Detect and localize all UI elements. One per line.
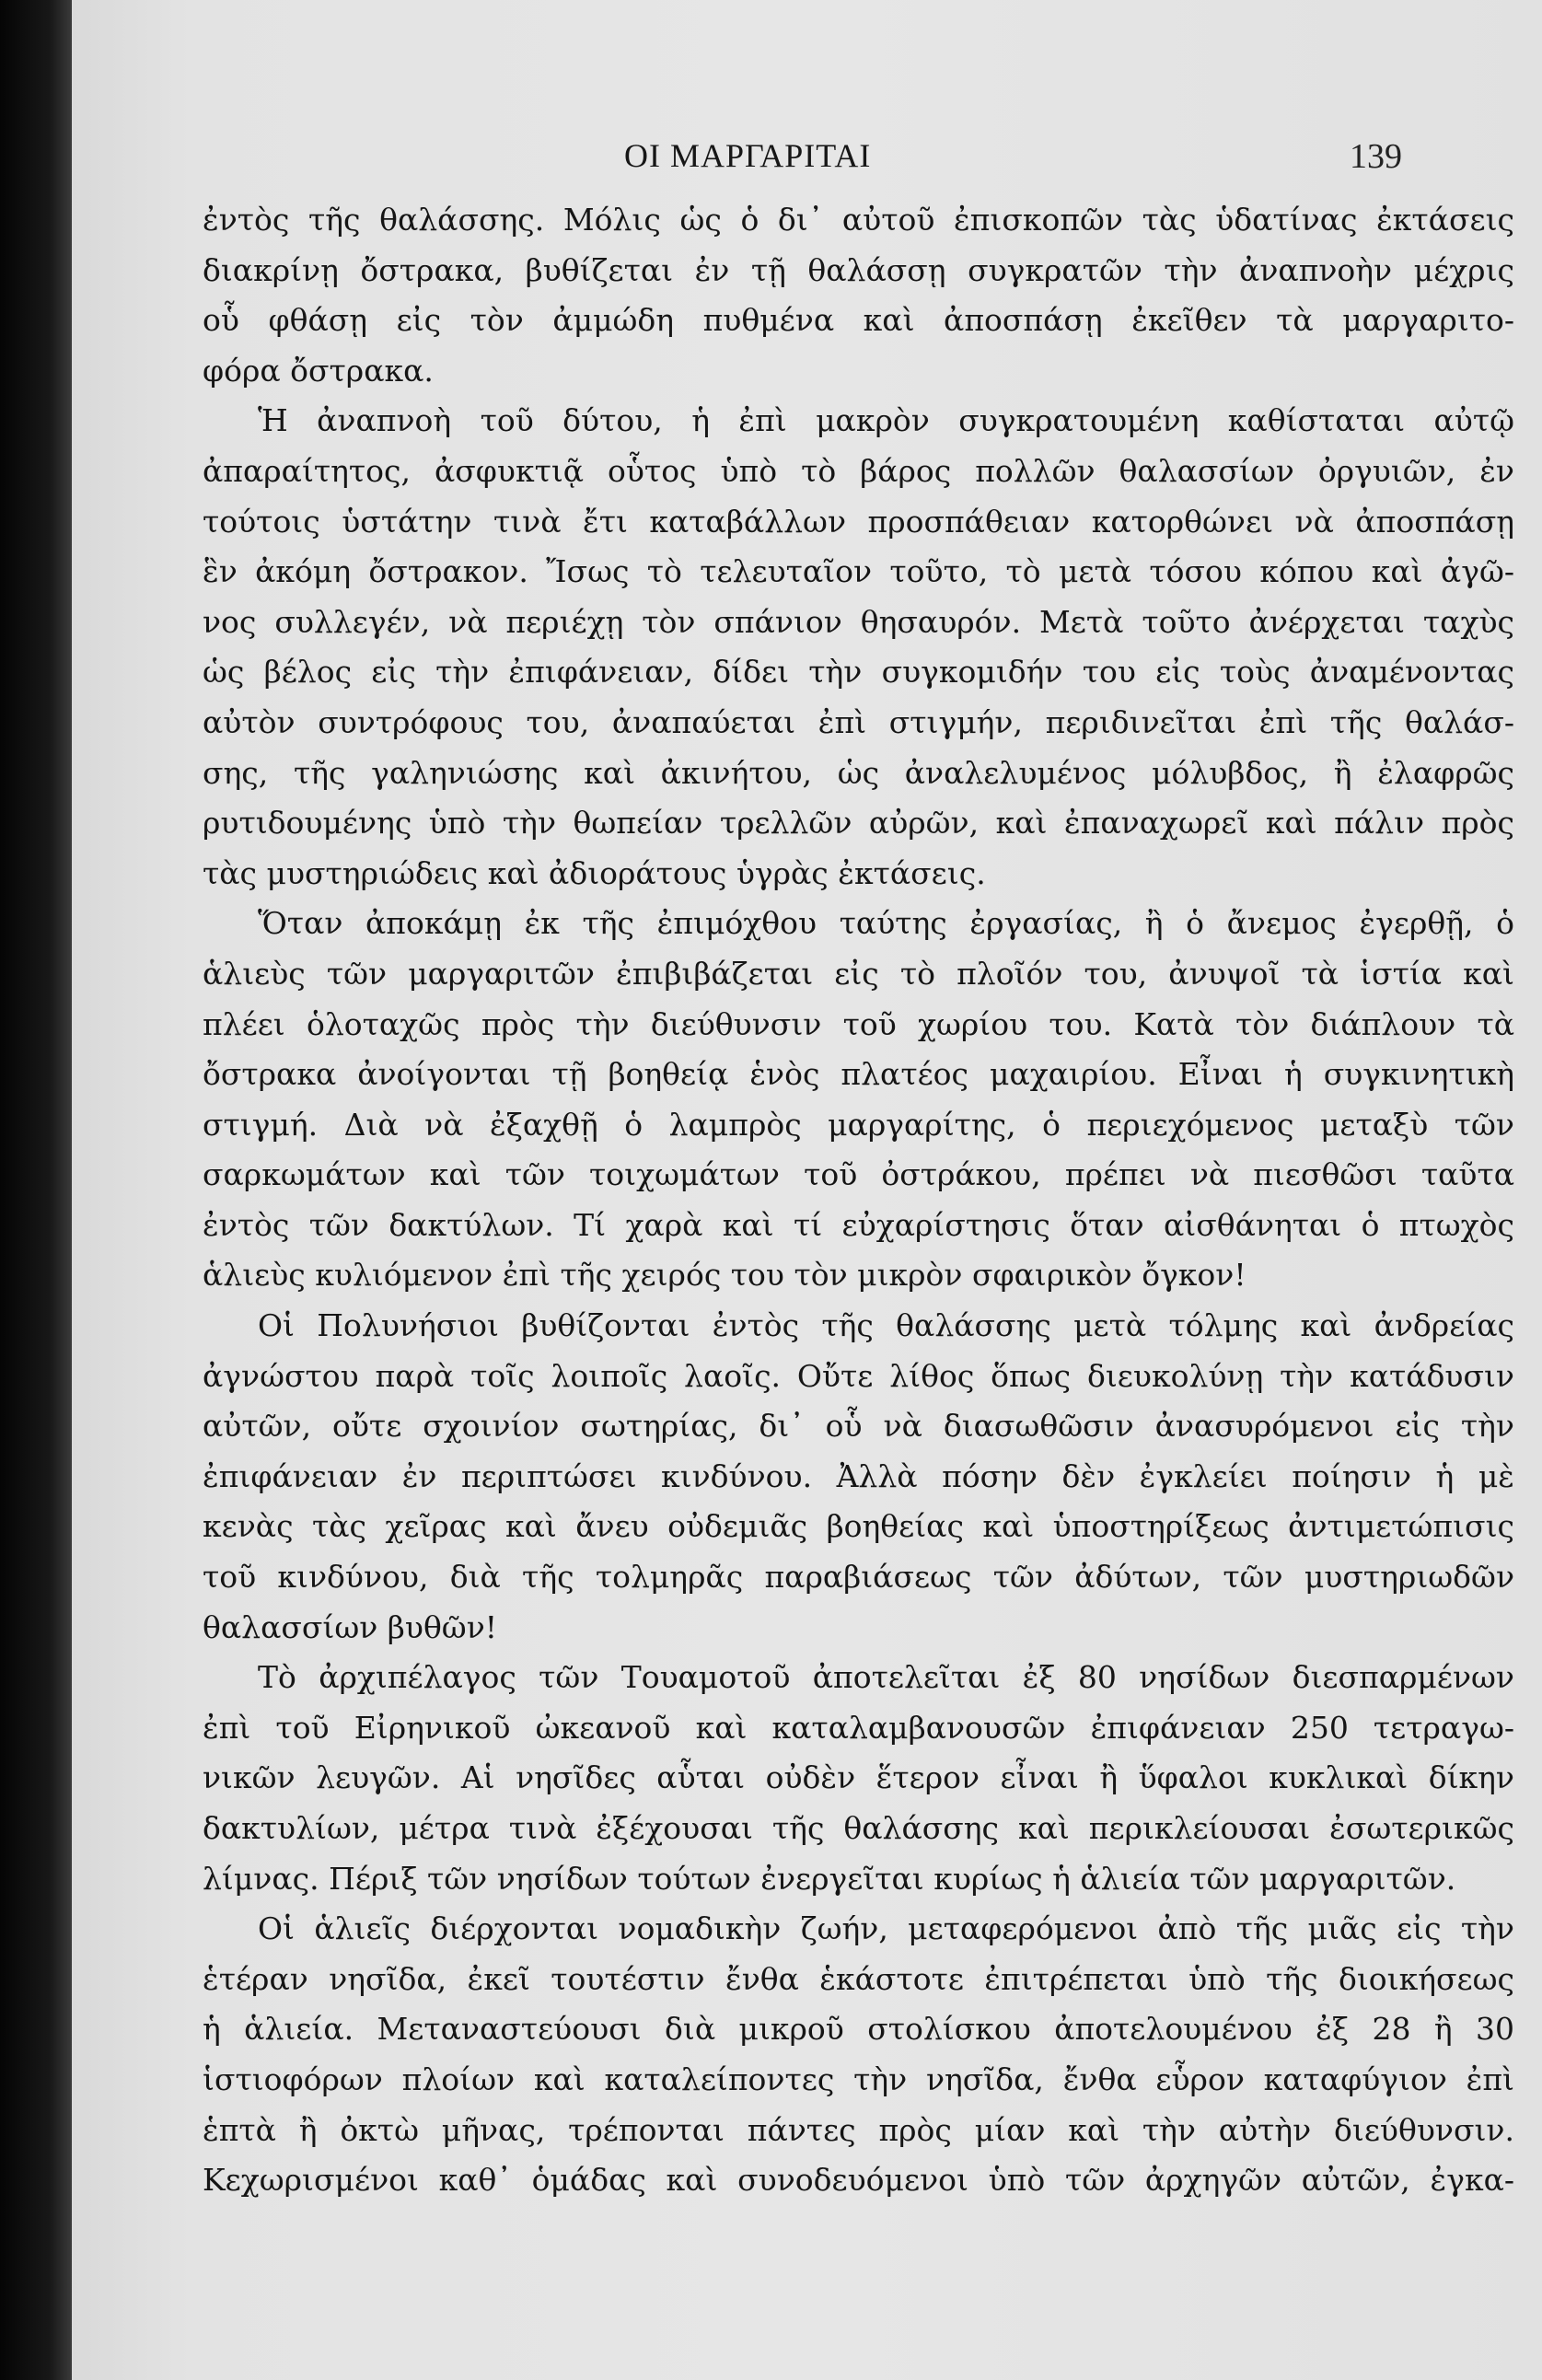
running-title: ΟΙ ΜΑΡΓΑΡΙΤΑΙ (624, 137, 872, 174)
text-line: ἐπὶ τοῦ Εἰρηνικοῦ ὠκεανοῦ καὶ καταλαμβανουσῶν ἐπιφάνειαν 250 τετραγω- (203, 1709, 1514, 1746)
text-line: ἁλιεὺς κυλιόμενον ἐπὶ τῆς χειρός του τὸν μικρὸν σφαιρικὸν ὄγκον! (203, 1257, 1246, 1294)
text-line: ἓν ἀκόμη ὄστρακον. Ἴσως τὸ τελευταῖον τοῦτο, τὸ μετὰ τόσου κόπου καὶ ἀγῶ- (203, 553, 1514, 590)
text-line: διακρίνῃ ὄστρακα, βυθίζεται ἐν τῇ θαλάσσῃ συγκρατῶν τὴν ἀναπνοὴν μέχρις (203, 251, 1514, 288)
text-line: ἱστιοφόρων πλοίων καὶ καταλείποντες τὴν νησῖδα, ἔνθα εὗρον καταφύγιον ἐπὶ (203, 2061, 1514, 2097)
text-line: λίμνας. Πέριξ τῶν νησίδων τούτων ἐνεργεῖται κυρίως ἡ ἁλιεία τῶν μαργαριτῶν. (203, 1860, 1456, 1897)
paragraph (203, 1904, 1514, 2206)
text-line: νικῶν λευγῶν. Αἱ νησῖδες αὗται οὐδὲν ἕτερον εἶναι ἢ ὕφαλοι κυκλικαὶ δίκην (203, 1759, 1514, 1796)
text-line: ὡς βέλος εἰς τὴν ἐπιφάνειαν, δίδει τὴν συγκομιδήν του εἰς τοὺς ἀναμένοντας (203, 654, 1514, 691)
text-line: ἐπιφάνειαν ἐν περιπτώσει κινδύνου. Ἀλλὰ πόσην δὲν ἐγκλείει ποίησιν ἡ μὲ (203, 1457, 1514, 1494)
text-line: Οἱ ἁλιεῖς διέρχονται νομαδικὴν ζωήν, μεταφερόμενοι ἀπὸ τῆς μιᾶς εἰς τὴν (258, 1910, 1514, 1947)
paragraph (203, 1653, 1514, 1904)
body-text (203, 195, 1514, 2206)
text-line: Οἱ Πολυνήσιοι βυθίζονται ἐντὸς τῆς θαλάσσης μετὰ τόλμης καὶ ἀνδρείας (258, 1307, 1514, 1344)
book-spine-shadow (0, 0, 72, 2380)
text-line: αὐτὸν συντρόφους του, ἀναπαύεται ἐπὶ στιγμήν, περιδινεῖται ἐπὶ τῆς θαλάσ- (203, 703, 1514, 740)
text-line: Ἡ ἀναπνοὴ τοῦ δύτου, ἡ ἐπὶ μακρὸν συγκρατουμένη καθίσταται αὐτῷ (258, 402, 1514, 439)
paragraph (203, 396, 1514, 899)
text-line: Κεχωρισμένοι καθ᾿ ὁμάδας καὶ συνοδευόμενοι ὑπὸ τῶν ἀρχηγῶν αὐτῶν, ἐγκα- (203, 2162, 1514, 2199)
text-line: Ὅταν ἀποκάμῃ ἐκ τῆς ἐπιμόχθου ταύτης ἐργασίας, ἢ ὁ ἄνεμος ἐγερθῇ, ὁ (258, 905, 1514, 942)
text-line: νος συλλεγέν, νὰ περιέχῃ τὸν σπάνιον θησαυρόν. Μετὰ τοῦτο ἀνέρχεται ταχὺς (203, 603, 1514, 640)
text-line: στιγμή. Διὰ νὰ ἐξαχθῇ ὁ λαμπρὸς μαργαρίτης, ὁ περιεχόμενος μεταξὺ τῶν (203, 1106, 1514, 1143)
text-line: οὗ φθάσῃ εἰς τὸν ἀμμώδη πυθμένα καὶ ἀποσπάσῃ ἐκεῖθεν τὰ μαργαριτο- (203, 302, 1514, 339)
text-line: τοῦ κινδύνου, διὰ τῆς τολμηρᾶς παραβιάσεως τῶν ἀδύτων, τῶν μυστηριωδῶν (203, 1559, 1514, 1596)
text-line: ἡ ἁλιεία. Μεταναστεύουσι διὰ μικροῦ στολίσκου ἀποτελουμένου ἐξ 28 ἢ 30 (203, 2011, 1514, 2048)
text-line: φόρα ὄστρακα. (203, 352, 434, 389)
text-line: σαρκωμάτων καὶ τῶν τοιχωμάτων τοῦ ὀστράκου, πρέπει νὰ πιεσθῶσι ταῦτα (203, 1156, 1514, 1193)
text-line: Τὸ ἀρχιπέλαγος τῶν Τουαμοτοῦ ἀποτελεῖται ἐξ 80 νησίδων διεσπαρμένων (258, 1659, 1514, 1696)
text-line: πλέει ὁλοταχῶς πρὸς τὴν διεύθυνσιν τοῦ χωρίου του. Κατὰ τὸν διάπλουν τὰ (203, 1005, 1514, 1042)
text-line: τούτοις ὑστάτην τινὰ ἔτι καταβάλλων προσπάθειαν κατορθώνει νὰ ἀποσπάσῃ (203, 503, 1514, 540)
text-line: ἀγνώστου παρὰ τοῖς λοιποῖς λαοῖς. Οὔτε λίθος ὅπως διευκολύνῃ τὴν κατάδυσιν (203, 1357, 1514, 1394)
text-line: ἑπτὰ ἢ ὀκτὼ μῆνας, τρέπονται πάντες πρὸς μίαν καὶ τὴν αὐτὴν διεύθυνσιν. (203, 2111, 1514, 2148)
text-line: ἐντὸς τῶν δακτύλων. Τί χαρὰ καὶ τί εὐχαρίστησις ὅταν αἰσθάνηται ὁ πτωχὸς (203, 1206, 1514, 1243)
text-line: τὰς μυστηριώδεις καὶ ἀδιοράτους ὑγρὰς ἐκτάσεις. (203, 854, 986, 891)
text-line: ἐντὸς τῆς θαλάσσης. Μόλις ὡς ὁ δι᾿ αὐτοῦ ἐπισκοπῶν τὰς ὑδατίνας ἐκτάσεις (203, 202, 1514, 238)
text-line: κενὰς τὰς χεῖρας καὶ ἄνευ οὐδεμιᾶς βοηθείας καὶ ὑποστηρίξεως ἀντιμετώπισις (203, 1508, 1514, 1545)
page-header (72, 136, 1542, 182)
text-line: δακτυλίων, μέτρα τινὰ ἐξέχουσαι τῆς θαλάσσης καὶ περικλείουσαι ἐσωτερικῶς (203, 1810, 1514, 1846)
paragraph (203, 1301, 1514, 1653)
page-number: 139 (1350, 137, 1402, 176)
text-line: θαλασσίων βυθῶν! (203, 1608, 498, 1645)
text-line: ὄστρακα ἀνοίγονται τῇ βοηθείᾳ ἑνὸς πλατέος μαχαιρίου. Εἶναι ἡ συγκινητικὴ (203, 1056, 1514, 1093)
book-page (72, 0, 1542, 2380)
text-line: αὐτῶν, οὔτε σχοινίον σωτηρίας, δι᾿ οὗ νὰ διασωθῶσιν ἀνασυρόμενοι εἰς τὴν (203, 1408, 1514, 1445)
text-line: ἁλιεὺς τῶν μαργαριτῶν ἐπιβιβάζεται εἰς τὸ πλοῖόν του, ἀνυψοῖ τὰ ἱστία καὶ (203, 955, 1514, 992)
text-line: σης, τῆς γαληνιώσης καὶ ἀκινήτου, ὡς ἀναλελυμένος μόλυβδος, ἢ ἐλαφρῶς (203, 754, 1514, 791)
paragraph (203, 195, 1514, 396)
text-line: ρυτιδουμένης ὑπὸ τὴν θωπείαν τρελλῶν αὐρῶν, καὶ ἐπαναχωρεῖ καὶ πάλιν πρὸς (203, 805, 1514, 842)
paragraph (203, 899, 1514, 1301)
text-line: ἑτέραν νησῖδα, ἐκεῖ τουτέστιν ἔνθα ἑκάστοτε ἐπιτρέπεται ὑπὸ τῆς διοικήσεως (203, 1960, 1514, 1997)
text-line: ἀπαραίτητος, ἀσφυκτιᾷ οὗτος ὑπὸ τὸ βάρος πολλῶν θαλασσίων ὀργυιῶν, ἐν (203, 452, 1514, 489)
